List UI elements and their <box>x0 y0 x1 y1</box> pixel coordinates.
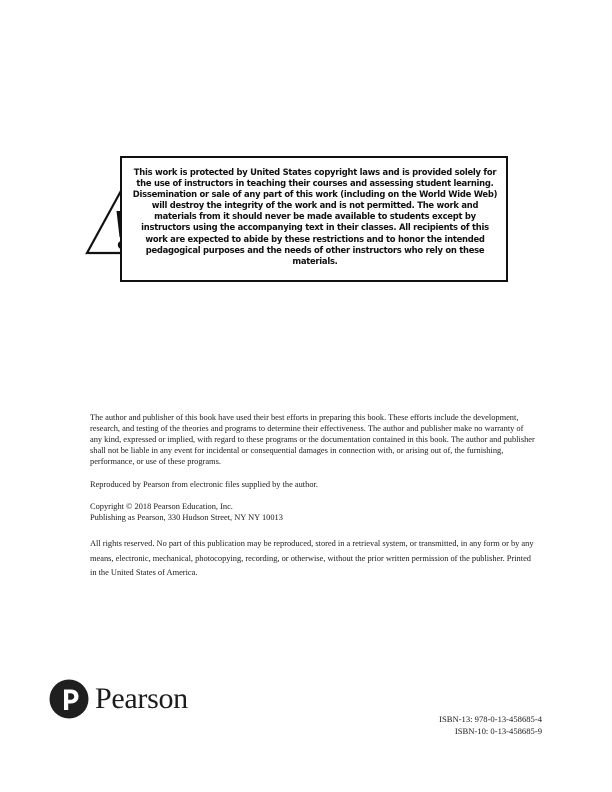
isbn-13: ISBN-13: 978-0-13-458685-4 <box>439 714 542 724</box>
pearson-logo <box>49 677 188 721</box>
rights-reserved-paragraph: All rights reserved. No part of this publication may be reproduced, stored in a retrieval system, or transmitted, in any form or by any means, electronic, mechanical, photocopying, recording, or otherwise, without the prior written permission of the publisher. Printed in the United States of America. <box>90 539 534 578</box>
disclaimer-paragraph: The author and publisher of this book have used their best efforts in preparing this book. These efforts include the development, research, and testing of the theories and programs to determine their effectiveness. The author and publisher make no warranty of any kind, expressed or implied, with regard to these programs or the documentation contained in this book. The author and publisher shall not be liable in any event for incidental or consequential damages in connection with, or arising out of, the furnishing, performance, or use of these programs. <box>90 413 535 466</box>
copyright-line: Copyright © 2018 Pearson Education, Inc. <box>90 502 233 512</box>
copyright-block <box>90 502 536 524</box>
isbn-10: ISBN-10: 0-13-458685-9 <box>454 726 542 737</box>
publisher-address: Publishing as Pearson, 330 Hudson Street, NY NY 10013 <box>90 513 283 523</box>
copyright-notice <box>84 156 512 286</box>
isbn-block <box>439 713 542 737</box>
reproduction-note: Reproduced by Pearson from electronic files supplied by the author. <box>90 479 318 489</box>
legal-text <box>90 413 536 592</box>
copyright-notice-text: This work is protected by United States copyright laws and is provided solely for the use of instructors in teaching their courses and assessing student learning. Dissemination or sale of any part of this work (including on the World Wide Web) will destroy the integrity of the work and is not permitted. The work and materials from it should never be made available to students except by instructors using the accompanying text in their classes. All recipients of this work are expected to abide by these restrictions and to honor the intended pedagogical purposes and the needs of other instructors who rely on these materials. <box>132 167 498 266</box>
pearson-logo-icon <box>49 679 89 719</box>
copyright-notice-box <box>120 156 508 282</box>
pearson-wordmark: Pearson <box>95 682 188 715</box>
